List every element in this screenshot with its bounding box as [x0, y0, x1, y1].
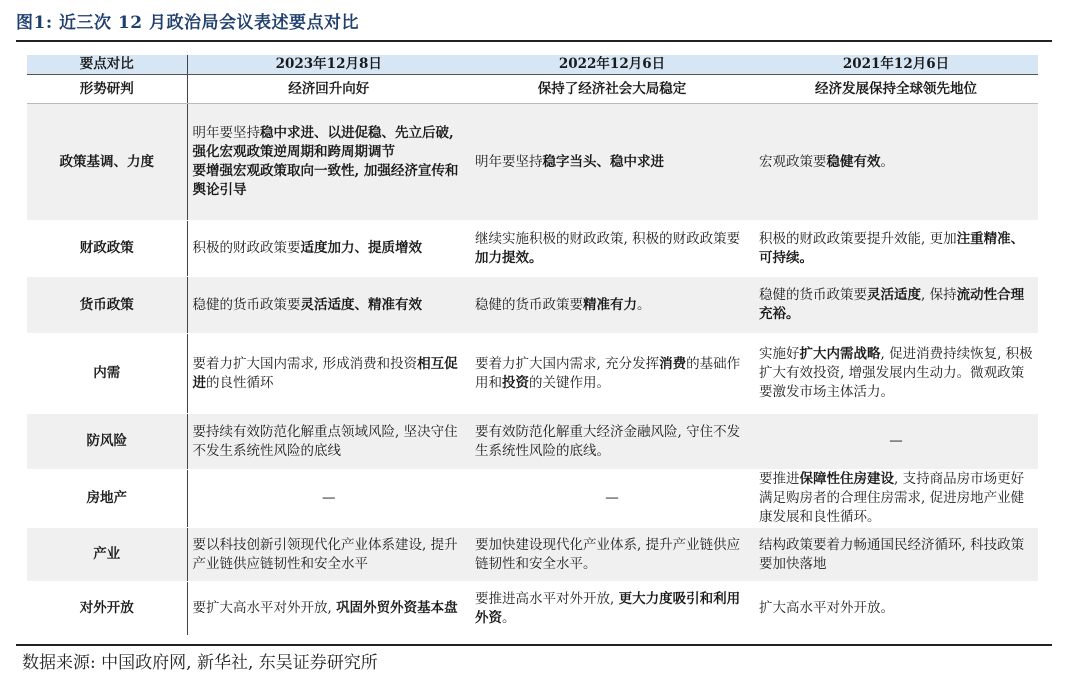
comparison-table — [27, 55, 1038, 636]
row-label-property: 房地产 — [27, 470, 187, 528]
text: 。 — [502, 609, 516, 626]
bold-text: 稳中求进、以进促稳、先立后破, 强化宏观政策逆周期和跨周期调节 — [192, 125, 454, 160]
cell-policy-tone-2021 — [754, 104, 1038, 221]
bold-text: 加力提效。 — [475, 249, 543, 266]
text: 稳健的货币政策要 — [759, 287, 867, 303]
cell-monetary-2021 — [754, 277, 1038, 334]
bold-text: 更大力度吸引和利用外资 — [475, 590, 741, 626]
cell-industry-2023: 要以科技创新引领现代化产业体系建设, 提升产业链供应链韧性和安全水平 — [187, 528, 470, 582]
cell-fiscal-2022 — [470, 221, 754, 277]
row-label-situation: 形势研判 — [27, 75, 187, 104]
text: 宏观政策要 — [759, 153, 827, 170]
text: , 保持 — [921, 287, 957, 303]
cell-fiscal-2021 — [754, 221, 1038, 277]
text: 的良性循环 — [206, 374, 274, 391]
bold-text: 相互促进 — [192, 355, 458, 391]
text: 要推进高水平对外开放, — [475, 590, 619, 607]
text: 明年要坚持 — [192, 125, 260, 141]
table-row — [27, 414, 1038, 470]
row-label-monetary: 货币政策 — [27, 277, 187, 334]
table-row — [27, 528, 1038, 582]
table-row — [27, 75, 1038, 104]
row-label-policy-tone: 政策基调、力度 — [27, 104, 187, 221]
bold-text: 灵活适度、精准有效 — [300, 296, 422, 313]
cell-situation-2022: 保持了经济社会大局稳定 — [470, 75, 754, 104]
text: , 支持商品房市场更好满足购房者的合理住房需求, 促进房地产业健康发展和良性循环。 — [759, 471, 1025, 525]
bold-text: 适度加力、提质增效 — [300, 240, 422, 256]
cell-risk-2022: 要有效防范化解重大经济金融风险, 守住不发生系统性风险的底线。 — [470, 414, 754, 470]
bold-text: 投资 — [502, 374, 529, 391]
text: 的基础作用和 — [475, 355, 741, 391]
header-2023: 2023年12月8日 — [187, 55, 470, 75]
text: 要推进 — [759, 471, 800, 487]
row-label-fiscal: 财政政策 — [27, 221, 187, 277]
text: 的关键作用。 — [529, 374, 610, 391]
table-row — [27, 221, 1038, 277]
text: 要着力扩大国内需求, 充分发挥 — [475, 355, 660, 372]
text: , 促进消费持续恢复, 积极扩大有效投资, 增强发展内生动力。微观政策要激发市场主体活力。 — [759, 346, 1033, 400]
cell-property-2022: — — [470, 470, 754, 528]
cell-industry-2021: 结构政策要着力畅通国民经济循环, 科技政策要加快落地 — [754, 528, 1038, 582]
text: 积极的财政政策要 — [192, 240, 301, 256]
text: 稳健的货币政策要 — [475, 296, 583, 313]
cell-property-2021 — [754, 470, 1038, 528]
header-topic: 要点对比 — [27, 55, 187, 75]
cell-policy-tone-2023 — [187, 104, 470, 221]
text: 积极的财政政策要提升效能, 更加 — [759, 230, 957, 247]
bold-text: 巩固外贸外资基本盘 — [336, 600, 458, 616]
bold-text: 保障性住房建设 — [799, 471, 894, 487]
row-label-opening: 对外开放 — [27, 582, 187, 636]
row-label-industry: 产业 — [27, 528, 187, 582]
cell-industry-2022: 要加快建设现代化产业体系, 提升产业链供应链韧性和安全水平。 — [470, 528, 754, 582]
cell-risk-2021: — — [754, 414, 1038, 470]
cell-situation-2023: 经济回升向好 — [187, 75, 470, 104]
text: 。 — [637, 296, 651, 313]
cell-property-2023: — — [187, 470, 470, 528]
cell-opening-2021: 扩大高水平对外开放。 — [754, 582, 1038, 636]
bold-text: 扩大内需战略 — [799, 346, 881, 362]
cell-demand-2023 — [187, 334, 470, 414]
table-row — [27, 334, 1038, 414]
text: 实施好 — [759, 346, 800, 362]
bold-text: 流动性合理充裕。 — [759, 287, 1025, 322]
cell-risk-2023: 要持续有效防范化解重点领域风险, 坚决守住不发生系统性风险的底线 — [187, 414, 470, 470]
cell-fiscal-2023 — [187, 221, 470, 277]
cell-monetary-2023 — [187, 277, 470, 334]
bold-text: 稳字当头、稳中求进 — [542, 153, 664, 170]
text: 继续实施积极的财政政策, 积极的财政政策要 — [475, 230, 741, 247]
bold-text: 注重精准、可持续。 — [759, 230, 1025, 266]
bold-text: 消费 — [659, 355, 687, 372]
cell-opening-2023 — [187, 582, 470, 636]
bold-text: 精准有力 — [583, 296, 637, 313]
text: 要着力扩大国内需求, 形成消费和投资 — [192, 355, 418, 372]
cell-monetary-2022 — [470, 277, 754, 334]
table-row — [27, 470, 1038, 528]
row-label-demand: 内需 — [27, 334, 187, 414]
text: 。 — [880, 153, 894, 170]
cell-policy-tone-2022 — [470, 104, 754, 221]
bold-text: 稳健有效 — [826, 153, 881, 170]
bold-text: 灵活适度 — [867, 287, 921, 303]
cell-demand-2022 — [470, 334, 754, 414]
table-row — [27, 104, 1038, 221]
text: 要扩大高水平对外开放, — [192, 600, 337, 616]
cell-opening-2022 — [470, 582, 754, 636]
header-2022: 2022年12月6日 — [470, 55, 754, 75]
cell-situation-2021: 经济发展保持全球领先地位 — [754, 75, 1038, 104]
table-row — [27, 582, 1038, 636]
source-note: 数据来源: 中国政府网, 新华社, 东吴证券研究所 — [22, 653, 378, 673]
bottom-divider — [16, 644, 1052, 646]
table-row — [27, 277, 1038, 334]
text: 稳健的货币政策要 — [192, 296, 301, 313]
title-divider — [16, 40, 1052, 42]
header-2021: 2021年12月6日 — [754, 55, 1038, 75]
row-label-risk: 防风险 — [27, 414, 187, 470]
text: 明年要坚持 — [475, 153, 543, 170]
table-header-row — [27, 55, 1038, 75]
figure-title: 图1: 近三次 12 月政治局会议表述要点对比 — [16, 13, 360, 33]
bold-text: 要增强宏观政策取向一致性, 加强经济宣传和舆论引导 — [192, 163, 459, 198]
cell-demand-2021 — [754, 334, 1038, 414]
